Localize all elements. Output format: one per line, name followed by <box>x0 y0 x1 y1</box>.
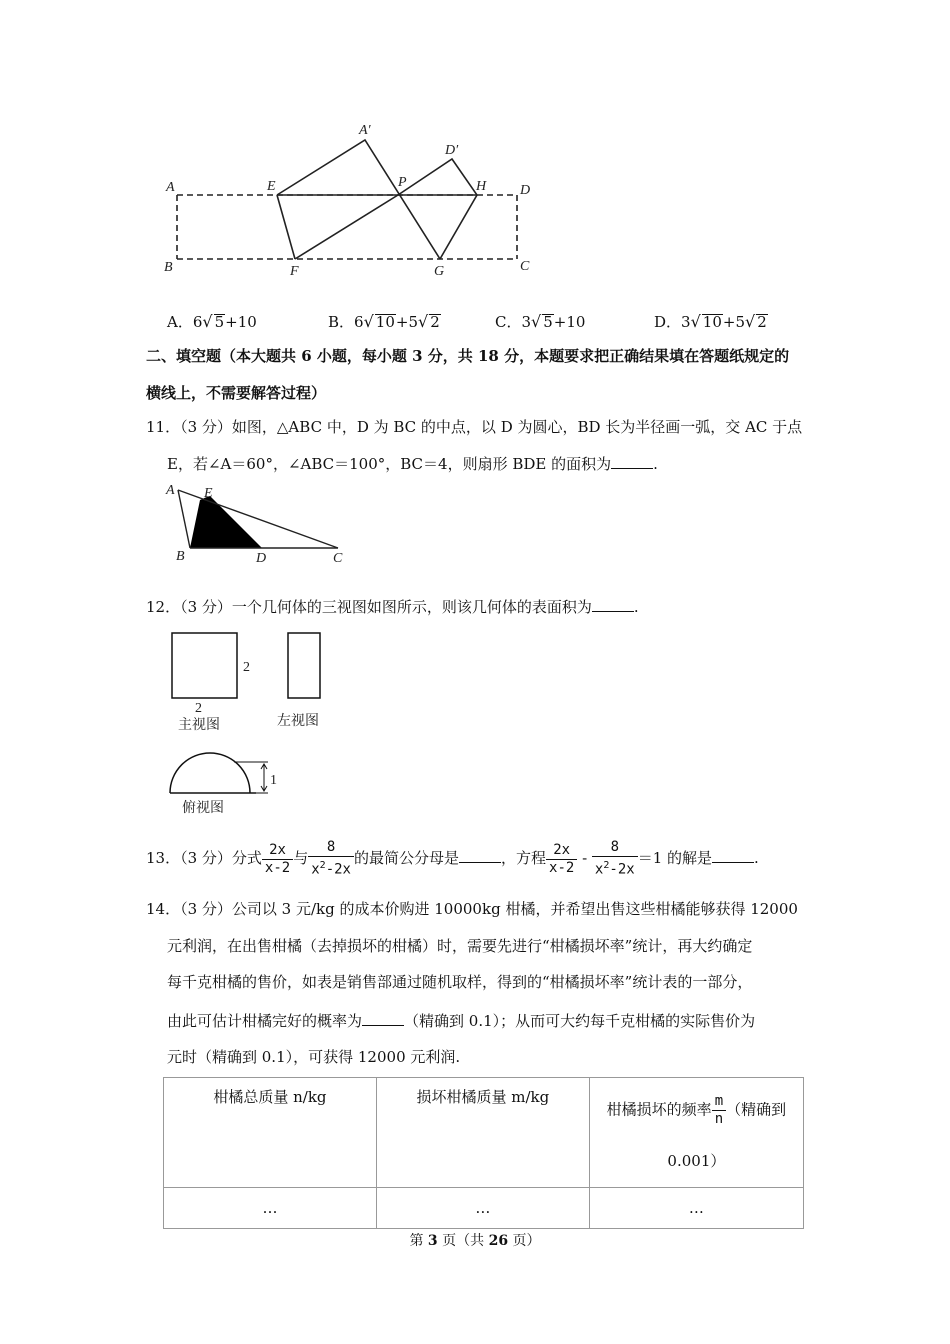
q12-text <box>146 596 639 617</box>
top-view-label: 俯视图 <box>182 801 224 816</box>
dim-bottom: 2 <box>195 701 202 716</box>
q13-end: . <box>754 849 759 867</box>
radicand: 10 <box>702 313 722 331</box>
frac-num: 8 <box>308 839 354 857</box>
q14-line4-pre: 由此可估计柑橘完好的概率为 <box>167 1012 363 1030</box>
frac-num: 2x <box>262 842 293 860</box>
q12-text-main: 12．（3 分）一个几何体的三视图如图所示，则该几何体的表面积为 <box>146 598 592 616</box>
left-view-rect <box>288 633 320 698</box>
label-G: G <box>434 264 445 279</box>
section2-heading-line2: 横线上，不需要解答过程） <box>146 384 327 402</box>
frac-den: n <box>714 1111 724 1127</box>
frac-den: x-2 <box>549 859 575 876</box>
option-letter: A． <box>167 313 193 331</box>
page-total: 26 <box>488 1233 509 1249</box>
q11-line1: 11．（3 分）如图，△ABC 中，D 为 BC 的中点，以 D 为圆心，BD 长为半径画一弧，交 AC 于点 <box>146 418 803 436</box>
q13-mid: 的最简公分母是 <box>353 849 459 867</box>
option-letter: B． <box>328 313 355 331</box>
q14-line4 <box>167 1010 755 1031</box>
frac-num: 2x <box>546 842 577 860</box>
radicand: 5 <box>214 313 225 331</box>
damage-rate-table <box>163 1077 804 1229</box>
label-A-prime: A′ <box>359 123 371 138</box>
q14-line3: 每千克柑橘的售价，如表是销售部通过随机取样，得到的“柑橘损坏率”统计表的一部分， <box>167 973 753 991</box>
q11-text: E，若∠A＝60°，∠ABC＝100°，BC＝4，则扇形 BDE 的面积为 <box>167 455 612 473</box>
label-D: D <box>256 551 267 566</box>
fold-EA'G <box>277 140 440 259</box>
footer-pre: 第 <box>409 1233 428 1249</box>
answer-blank-2 <box>712 848 754 863</box>
tail: +10 <box>225 313 257 331</box>
section2-heading-line1: 二、填空题（本大题共 6 小题，每小题 3 分，共 18 分，本题要求把正确结果填在答题纸规定的 <box>146 347 790 365</box>
label-F: F <box>290 264 299 279</box>
footer-post: 页） <box>508 1233 541 1249</box>
label-H: H <box>476 179 487 194</box>
label-C: C <box>520 259 530 274</box>
label-C: C <box>333 551 343 566</box>
den-exp: 2 <box>603 860 610 872</box>
q10-option-d <box>654 311 768 332</box>
h3-pre: 柑橘损坏的频率 <box>606 1100 712 1119</box>
q13-eq: ＝1 的解是 <box>637 849 712 867</box>
h3-line2: 0.001） <box>667 1152 726 1170</box>
q11-figure <box>160 480 360 568</box>
footer-mid: 页（共 <box>437 1233 489 1249</box>
label-E: E <box>267 179 276 194</box>
frac-den <box>592 857 638 879</box>
q14-line4-post: （精确到 0.1）；从而可大约每千克柑橘的实际售价为 <box>404 1012 756 1030</box>
radical-sign: √ <box>745 312 756 331</box>
line-FP <box>295 195 398 259</box>
mid: +5 <box>395 313 418 331</box>
fraction-4 <box>592 839 638 879</box>
header-total-mass: 柑橘总质量 n/kg <box>164 1078 377 1188</box>
radical-sign: √ <box>202 312 213 331</box>
radical-sign: √ <box>418 312 429 331</box>
radicand: 10 <box>375 313 395 331</box>
answer-blank-1 <box>459 848 501 863</box>
option-letter: D． <box>654 313 682 331</box>
q12-figure <box>160 625 360 820</box>
coef: 3 <box>681 313 691 331</box>
table-cell: … <box>376 1188 589 1229</box>
fraction-3 <box>546 842 577 877</box>
fold-PD'HG <box>398 159 477 259</box>
q10-figure <box>150 118 550 283</box>
radical-sign: √ <box>690 312 701 331</box>
h3-fraction <box>712 1093 726 1128</box>
table-cell: … <box>589 1188 803 1229</box>
page-number: 3 <box>427 1233 438 1249</box>
label-B: B <box>176 549 185 564</box>
den-rest: -2x <box>609 861 635 878</box>
label-A: A <box>166 180 175 195</box>
frac-den: x-2 <box>264 859 291 876</box>
coef: 6 <box>192 313 203 331</box>
dim-height: 1 <box>270 773 277 788</box>
q13-line <box>146 838 759 879</box>
fraction-1 <box>262 842 293 877</box>
front-view-label: 主视图 <box>178 718 220 733</box>
header-frequency <box>589 1078 803 1188</box>
radicand: 2 <box>430 313 440 331</box>
table-header-row <box>164 1078 804 1188</box>
option-letter: C． <box>495 313 522 331</box>
table-row <box>164 1188 804 1229</box>
label-A: A <box>166 483 175 498</box>
radical-sign: √ <box>531 312 542 331</box>
label-D: D <box>520 183 531 198</box>
q13-and: 与 <box>293 849 309 867</box>
answer-blank <box>611 454 653 469</box>
sector-BDE <box>190 496 262 548</box>
q11-line2 <box>167 453 658 474</box>
header-damaged-mass: 损坏柑橘质量 m/kg <box>376 1078 589 1188</box>
den-base: x <box>311 861 320 878</box>
label-B: B <box>164 260 173 275</box>
q12-end: . <box>633 598 639 616</box>
frac-num: 8 <box>592 839 638 857</box>
q14-line5: 元时（精确到 0.1），可获得 12000 元利润. <box>167 1048 461 1066</box>
fraction-2 <box>308 839 354 879</box>
q13-minus: - <box>577 849 592 867</box>
q11-end: . <box>653 455 658 473</box>
den-rest: -2x <box>325 861 351 878</box>
coef: 3 <box>521 313 532 331</box>
line-EF <box>277 195 295 259</box>
front-view-square <box>172 633 237 698</box>
label-E: E <box>204 486 213 501</box>
label-D-prime: D′ <box>445 143 459 158</box>
tail: +10 <box>553 313 586 331</box>
radicand: 2 <box>757 313 767 331</box>
page-footer <box>0 1230 950 1250</box>
q13-pre: 13．（3 分）分式 <box>146 849 262 867</box>
q14-line2: 元利润，在出售柑橘（去掉损坏的柑橘）时，需要先进行“柑橘损坏率”统计，再大约确定 <box>167 937 753 955</box>
den-exp: 2 <box>319 860 326 872</box>
frac-den <box>308 857 354 879</box>
q14-line1: 14．（3 分）公司以 3 元/kg 的成本价购进 10000kg 柑橘，并希望出售这些柑橘能够获得 12000 <box>146 900 798 918</box>
den-base: x <box>594 861 604 878</box>
coef: 6 <box>354 313 364 331</box>
table-cell: … <box>164 1188 377 1229</box>
dim-side: 2 <box>243 660 250 675</box>
q13-mid2: ，方程 <box>501 849 547 867</box>
answer-blank <box>592 597 634 612</box>
frac-num: m <box>712 1093 726 1111</box>
top-view-arc <box>170 753 250 793</box>
line-AB <box>178 490 190 548</box>
mid: +5 <box>722 313 745 331</box>
radicand: 5 <box>543 313 553 331</box>
q10-option-b <box>328 311 441 332</box>
label-P: P <box>398 175 407 190</box>
radical-sign: √ <box>363 312 374 331</box>
q10-option-a <box>167 311 257 332</box>
q10-option-c <box>495 311 585 332</box>
left-view-label: 左视图 <box>277 714 319 729</box>
h3-post: （精确到 <box>726 1100 787 1119</box>
answer-blank <box>362 1011 404 1026</box>
